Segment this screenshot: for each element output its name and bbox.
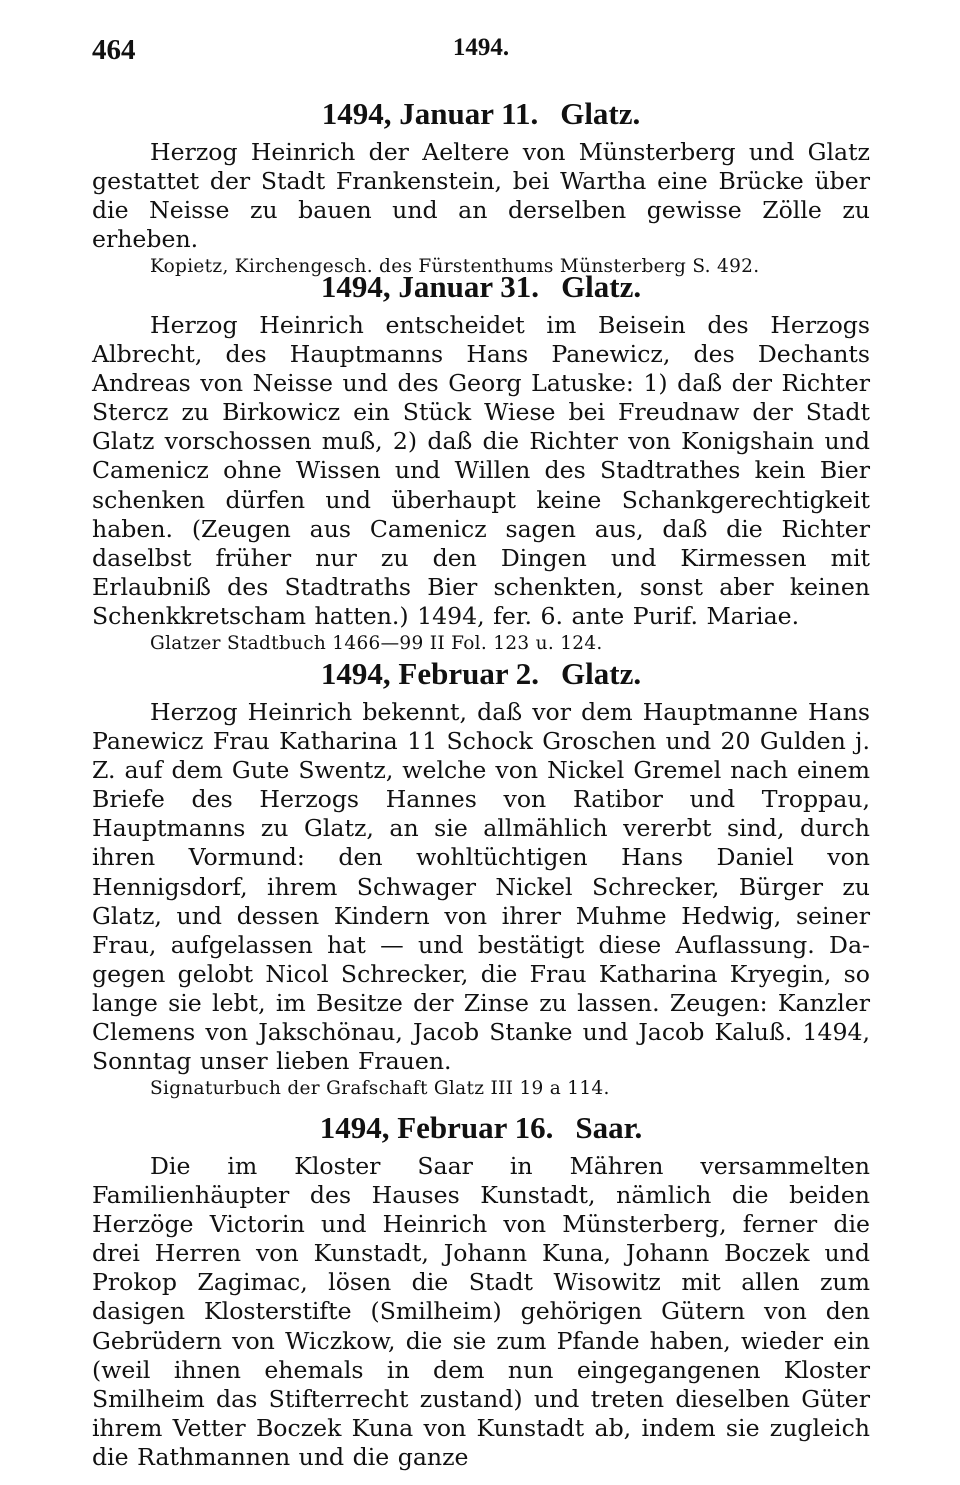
entry-date: 1494, Januar 11. — [321, 96, 539, 131]
running-title: 1494. — [452, 34, 510, 61]
running-header — [92, 34, 870, 74]
regest-entry — [92, 1106, 870, 1472]
entry-heading — [92, 92, 870, 136]
entry-text: Herzog Heinrich entscheidet im Beisein des Herzogs Albrecht, des Hauptmanns Hans Panewicz, des Dechants Andreas von Neisse und des Georg Latuske: 1) daß der Richter Stercz zu Birkowicz ein Stück Wiese bei Freudnaw der Stadt Glatz vorschossen muß, 2) daß die Richter von Konigshain und Camenicz ohne Wissen und Willen des Stadtrathes kein Bier schenken dürfen und überhaupt keine Schankgerechtigkeit haben. (Zeugen aus Camenicz sagen aus, daß die Richter daselbst früher nur zu den Dingen und Kirmessen mit Erlaubniß des Stadtraths Bier schenkten, sonst aber keinen Schenkkretscham hatten.) 1494, fer. 6. ante Purif. Mariae. — [92, 311, 870, 630]
entry-heading — [92, 1106, 870, 1150]
regest-entry — [92, 92, 870, 280]
page-number: 464 — [92, 34, 136, 66]
entry-source: Kopietz, Kirchengesch. des Fürstenthums Münsterberg S. 492. — [150, 256, 760, 278]
entry-date: 1494, Februar 2. — [320, 656, 540, 691]
entry-place: Saar. — [575, 1110, 643, 1145]
regest-entry — [92, 265, 870, 657]
entry-source: Signaturbuch der Grafschaft Glatz III 19 a 114. — [150, 1078, 610, 1100]
entry-place: Glatz. — [561, 269, 642, 304]
regest-entry — [92, 652, 870, 1102]
entry-place: Glatz. — [560, 96, 641, 131]
entry-place: Glatz. — [561, 656, 642, 691]
entry-heading — [92, 652, 870, 696]
entry-source: Glatzer Stadtbuch 1466—99 II Fol. 123 u. 124. — [150, 633, 603, 655]
entry-heading — [92, 265, 870, 309]
entry-text: Herzog Heinrich der Aeltere von Münsterberg und Glatz gestattet der Stadt Frankenstein, bei Wartha eine Brücke über die Neisse zu bauen und an derselben gewisse Zölle zu erheben. — [92, 138, 870, 254]
entry-date: 1494, Februar 16. — [319, 1110, 554, 1145]
document-page — [92, 0, 870, 1485]
entry-text: Die im Kloster Saar in Mähren versammelten Familienhäupter des Hauses Kunstadt, nämlich die beiden Herzöge Victorin und Heinrich von Münsterberg, ferner die drei Herren von Kunstadt, Johann Kuna, Johann Boczek und Prokop Zagimac, lösen die Stadt Wisowitz mit allen zum dasigen Klosterstifte (Smilheim) gehörigen Gütern von den Gebrüdern von Wiczkow, die sie zum Pfande haben, wieder ein (weil ihnen ehemals in dem nun eingegangenen Kloster Smilheim das Stifterrecht zustand) und treten dieselben Güter ihrem Vetter Boczek Kuna von Kunstadt ab, indem sie zugleich die Rathmannen und die ganze — [92, 1152, 870, 1471]
entry-date: 1494, Januar 31. — [320, 269, 540, 304]
entry-text: Herzog Heinrich bekennt, daß vor dem Hauptmanne Hans Panewicz Frau Katharina 11 Schock Groschen und 20 Gulden j. Z. auf dem Gute Swentz, welche von Nickel Gremel nach einem Briefe des Herzogs Hannes von Ratibor und Troppau, Hauptmanns zu Glatz, an sie allmählich vererbt sind, durch ihren Vormund: den wohltüchtigen Hans Daniel von Hennigsdorf, ihrem Schwager Nickel Schrecker, Bürger zu Glatz, und dessen Kindern von ihrer Muhme Hedwig, seiner Frau, aufgelassen hat — und bestätigt diese Auflassung. Dagegen gelobt Nicol Schrecker, die Frau Katharina Kryegin, so lange sie lebt, im Besitze der Zinse zu lassen. Zeugen: Kanzler Clemens von Jakschönau, Jacob Stanke und Jacob Kaluß. 1494, Sonntag unser lieben Frauen. — [92, 698, 870, 1076]
